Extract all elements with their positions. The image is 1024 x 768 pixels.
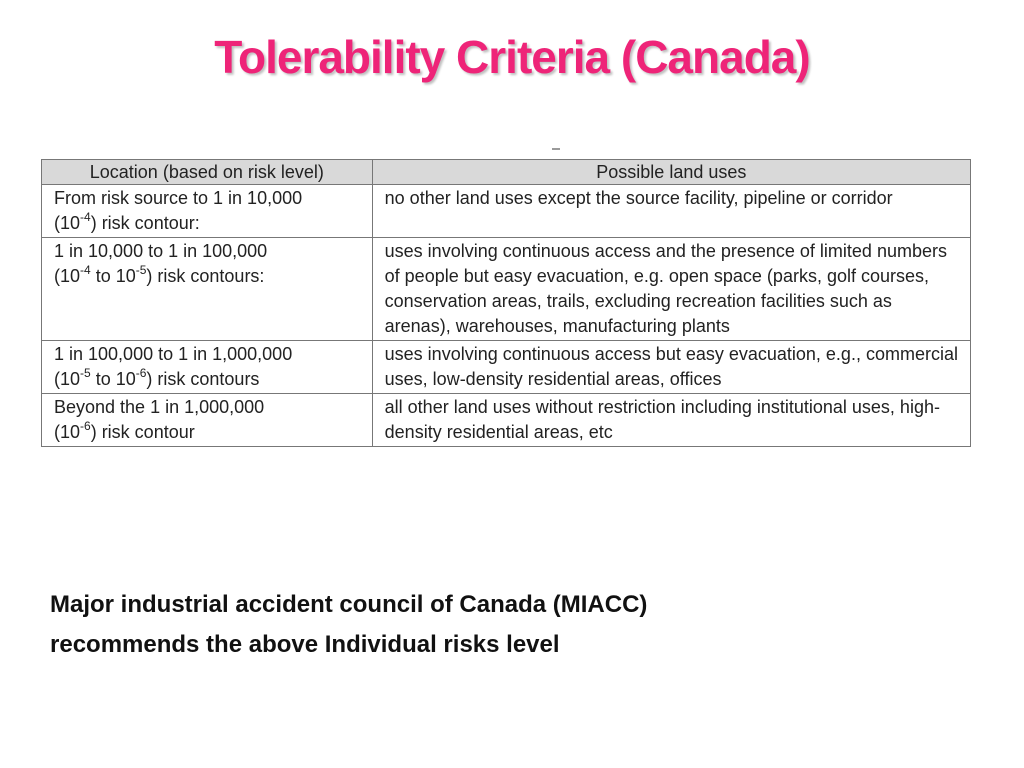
location-text: ) risk contours: xyxy=(146,266,265,286)
caption-line1: Major industrial accident council of Canada (MIACC) xyxy=(50,591,648,618)
exponent: -5 xyxy=(135,263,147,277)
location-line1: Beyond the 1 in 1,000,000 xyxy=(54,397,265,417)
table-row xyxy=(42,185,971,238)
caption-line2: recommends the above Individual risks level xyxy=(50,631,560,658)
stray-mark xyxy=(552,148,560,150)
exponent: -6 xyxy=(80,419,91,433)
exponent: -6 xyxy=(135,366,147,380)
location-text: ) risk contours xyxy=(146,369,260,389)
land-use-cell: uses involving continuous access and the presence of limited numbers of people but easy evacuation, e.g. open space (parks, golf courses, conservation areas, trails, excluding recreation facilities such as arenas), warehouses, manufacturing plants xyxy=(372,238,970,341)
land-use-cell: uses involving continuous access but easy evacuation, e.g., commercial uses, low-density residential areas, offices xyxy=(372,341,970,394)
location-text: to 10 xyxy=(90,369,136,389)
table-row xyxy=(42,394,971,447)
table-header-row xyxy=(42,160,971,185)
location-cell xyxy=(42,341,373,394)
slide-title: Tolerability Criteria (Canada) xyxy=(214,31,810,83)
location-text: (10 xyxy=(54,213,81,233)
location-line1: From risk source to 1 in 10,000 xyxy=(54,188,303,208)
location-text: ) xyxy=(90,422,97,442)
exponent: -4 xyxy=(80,210,91,224)
location-cell xyxy=(42,394,373,447)
table-row xyxy=(42,238,971,341)
location-text: (10 xyxy=(54,266,81,286)
exponent: -4 xyxy=(80,263,91,277)
location-text: ) xyxy=(90,213,97,233)
risk-criteria-table xyxy=(41,159,971,447)
location-text: risk contour: xyxy=(96,213,200,233)
location-text: (10 xyxy=(54,422,81,442)
location-line1: 1 in 10,000 to 1 in 100,000 xyxy=(54,241,268,261)
column-header-land-uses: Possible land uses xyxy=(372,160,970,185)
location-text: (10 xyxy=(54,369,81,389)
location-cell xyxy=(42,185,373,238)
location-text: risk contour xyxy=(96,422,195,442)
location-text: to 10 xyxy=(90,266,136,286)
location-cell xyxy=(42,238,373,341)
slide-caption xyxy=(50,585,970,665)
land-use-cell: no other land uses except the source facility, pipeline or corridor xyxy=(372,185,970,238)
exponent: -5 xyxy=(80,366,91,380)
land-use-cell: all other land uses without restriction including institutional uses, high-density residential areas, etc xyxy=(372,394,970,447)
location-line1: 1 in 100,000 to 1 in 1,000,000 xyxy=(54,344,293,364)
column-header-location: Location (based on risk level) xyxy=(42,160,373,185)
table-row xyxy=(42,341,971,394)
